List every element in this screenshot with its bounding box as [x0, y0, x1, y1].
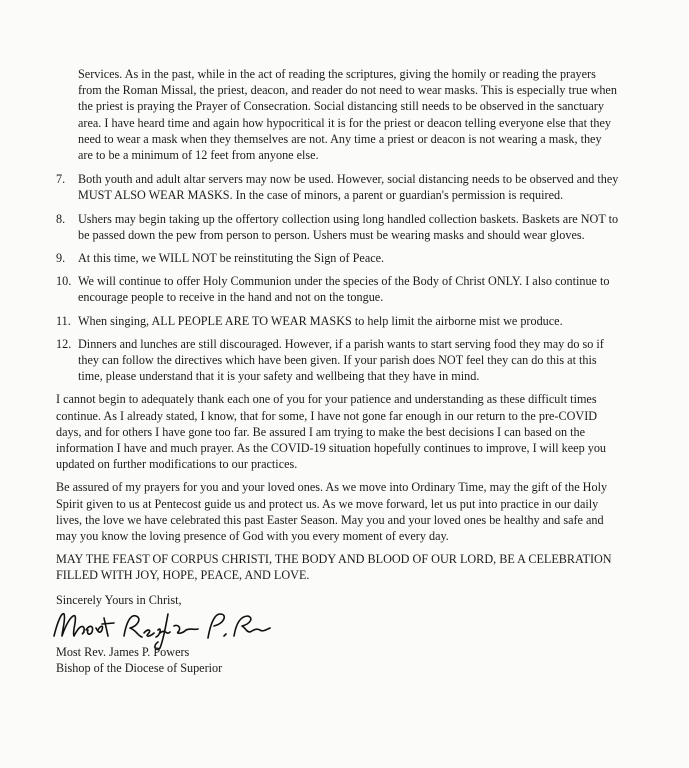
- list-item: [56, 273, 619, 305]
- list-item-number: 8.: [56, 211, 66, 226]
- directive-list: [56, 171, 619, 384]
- list-item-text: Ushers may begin taking up the offertory collection using long handled collection baskets. Baskets are NOT to be passed down the pew from person to person. Ushers must be wearing masks and should wear gloves.: [78, 211, 619, 242]
- list-item-number: 10.: [56, 274, 72, 289]
- closing-salutation: Sincerely Yours in Christ,: [56, 592, 182, 607]
- list-item: [56, 336, 619, 385]
- list-item-number: 9.: [56, 251, 66, 266]
- list-item-number: 7.: [56, 172, 66, 187]
- blessing-paragraph: MAY THE FEAST OF CORPUS CHRISTI, THE BODY AND BLOOD OF OUR LORD, BE A CELEBRATION FILLED WITH JOY, HOPE, PEACE, AND LOVE.: [56, 552, 612, 583]
- list-item: [56, 313, 619, 329]
- list-item-text: Dinners and lunches are still discouraged. However, if a parish wants to start serving food they may do so if they can follow the directives which have been given. If your parish does NOT feel they can do this at this time, please understand that it is your safety and wellbeing that they have in mind.: [78, 336, 604, 384]
- list-item-text: At this time, we WILL NOT be reinstituting the Sign of Peace.: [78, 251, 385, 266]
- signer-title: Bishop of the Diocese of Superior: [56, 660, 223, 675]
- signer-name: Most Rev. James P. Powers: [56, 644, 190, 659]
- list-item: [56, 250, 619, 266]
- continuation-paragraph: Services. As in the past, while in the act of reading the scriptures, giving the homily or reading the prayers from the Roman Missal, the priest, deacon, and reader do not need to wear masks. This is especially true when the priest is praying the Prayer of Consecration. Social distancing still needs to be observed in the sanctuary area. I have heard time and again how hypocritical it is for the priest or deacon telling everyone else that they need to wear a mask when they themselves are not. Any time a priest or deacon is not wearing a mask, they are to be a minimum of 12 feet from anyone else.: [78, 67, 617, 163]
- list-item-text: We will continue to offer Holy Communion under the species of the Body of Christ ONLY. I also continue to encourage people to receive in the hand and not on the tongue.: [78, 274, 610, 305]
- gratitude-paragraph: I cannot begin to adequately thank each one of you for your patience and understanding as these difficult times continue. As I already stated, I know, that for some, I have not gone far enough in our return to the pre-COVID days, and for others I have gone too far. Be assured I am trying to make the best decisions I can based on the information I have and much prayer. As the COVID-19 situation hopefully continues to improve, I will keep you updated on further modifications to our practices.: [56, 392, 607, 472]
- signature-block: [56, 608, 619, 675]
- list-item-number: 12.: [56, 336, 72, 351]
- list-item: [56, 171, 619, 203]
- list-item-text: When singing, ALL PEOPLE ARE TO WEAR MASKS to help limit the airborne mist we produce.: [78, 313, 563, 328]
- list-item-number: 11.: [56, 313, 71, 328]
- list-item-text: Both youth and adult altar servers may now be used. However, social distancing needs to be observed and they MUST ALSO WEAR MASKS. In the case of minors, a parent or guardian's permission is required.: [78, 172, 619, 203]
- list-item: [56, 211, 619, 243]
- prayer-paragraph: Be assured of my prayers for you and your loved ones. As we move into Ordinary Time, may the gift of the Holy Spirit given to us at Pentecost guide us and protect us. As we move forward, let us put into practice in our daily lives, the love we have celebrated this past Easter Season. May you and your loved ones be healthy and safe and may you know the loving presence of God with you every moment of every day.: [56, 480, 608, 544]
